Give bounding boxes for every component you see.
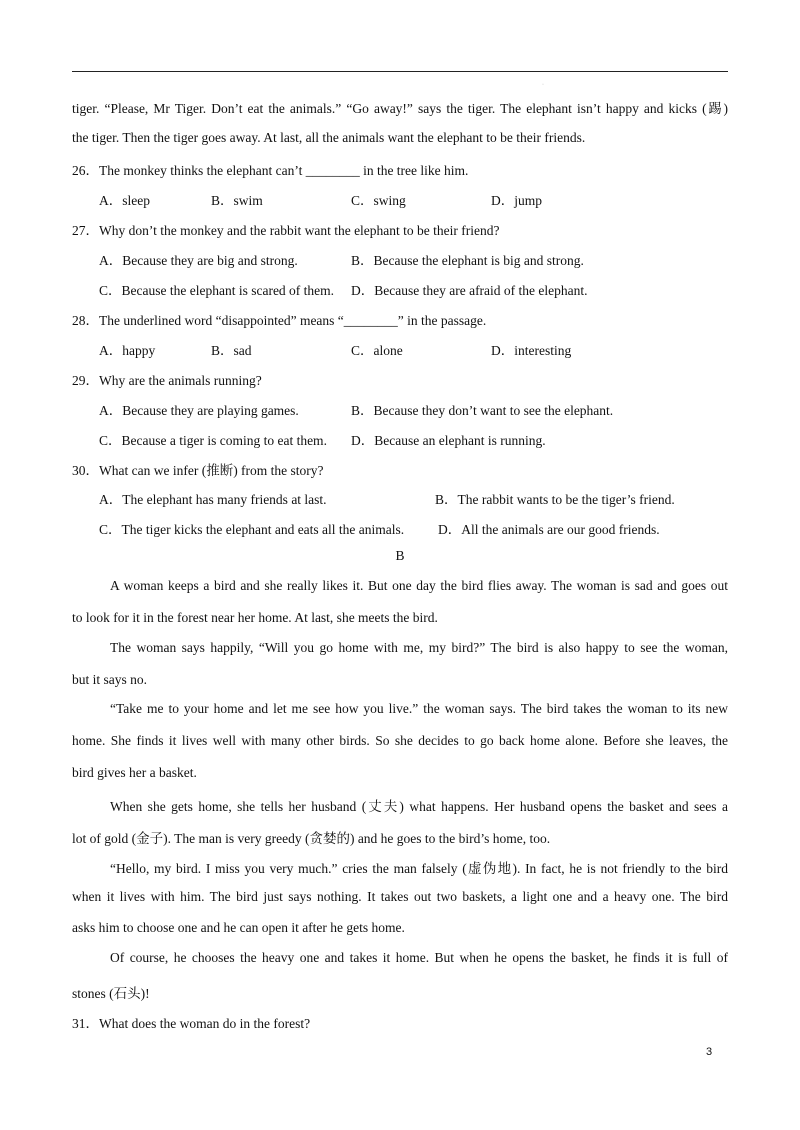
question-30-option-b: B．The rabbit wants to be the tiger’s friend.: [435, 492, 675, 507]
question-29-option-b: B．Because they don’t want to see the elephant.: [351, 403, 614, 418]
question-30-option-c: C．The tiger kicks the elephant and eats all the animals.: [99, 522, 405, 537]
passage-b-line: When she gets home, she tells her husband (丈夫) what happens. Her husband opens the basket and sees a: [110, 799, 728, 814]
passage-a-line: the tiger. Then the tiger goes away. At last, all the animals want the elephant to be their friends.: [72, 130, 586, 145]
question-26-option-c: C．swing: [351, 193, 406, 208]
question-28-option-d: D．interesting: [491, 343, 572, 358]
passage-b-line: asks him to choose one and he can open it after he gets home.: [72, 920, 405, 935]
question-28-stem: 28．The underlined word “disappointed” means “________” in the passage.: [72, 313, 487, 328]
passage-b-line: stones (石头)!: [72, 986, 150, 1001]
passage-b-line: but it says no.: [72, 672, 148, 687]
question-26-stem: 26．The monkey thinks the elephant can’t ________ in the tree like him.: [72, 163, 469, 178]
document-page: [72, 0, 728, 1130]
passage-b-line: to look for it in the forest near her home. At last, she meets the bird.: [72, 610, 438, 625]
question-30-stem: 30．What can we infer (推断) from the story?: [72, 463, 324, 478]
question-30-option-a: A．The elephant has many friends at last.: [99, 492, 327, 507]
question-26-option-d: D．jump: [491, 193, 543, 208]
question-27-option-c: C．Because the elephant is scared of them.: [99, 283, 335, 298]
passage-a-line: tiger. “Please, Mr Tiger. Don’t eat the animals.” “Go away!” says the tiger. The elephant isn’t happy and kicks (踢): [72, 101, 728, 116]
question-26-option-a: A．sleep: [99, 193, 150, 208]
question-27-stem: 27．Why don’t the monkey and the rabbit want the elephant to be their friend?: [72, 223, 500, 238]
passage-b-line: Of course, he chooses the heavy one and takes it home. But when he opens the basket, he finds it is full of: [110, 950, 728, 965]
question-28-option-b: B．sad: [211, 343, 252, 358]
passage-b-line: home. She finds it lives well with many other birds. So she decides to go back home alone. Before she leaves, the: [72, 733, 728, 748]
header-rule: [72, 71, 728, 72]
passage-b-line: The woman says happily, “Will you go home with me, my bird?” The bird is also happy to see the woman,: [110, 640, 728, 655]
passage-b-line: when it lives with him. The bird just says nothing. It takes out two baskets, a light one and a heavy one. The bird: [72, 889, 728, 904]
question-28-option-c: C．alone: [351, 343, 403, 358]
question-30-option-d: D．All the animals are our good friends.: [438, 522, 660, 537]
question-29-option-c: C．Because a tiger is coming to eat them.: [99, 433, 327, 448]
question-26-option-b: B．swim: [211, 193, 263, 208]
question-27-option-a: A．Because they are big and strong.: [99, 253, 298, 268]
question-29-stem: 29．Why are the animals running?: [72, 373, 262, 388]
section-b-heading: B: [395, 548, 405, 563]
passage-b-line: “Take me to your home and let me see how you live.” the woman says. The bird takes the woman to its new: [110, 701, 728, 716]
question-29-option-a: A．Because they are playing games.: [99, 403, 299, 418]
page-number: 3: [706, 1046, 713, 1058]
passage-b-line: “Hello, my bird. I miss you very much.” cries the man falsely (虚伪地). In fact, he is not friendly to the bird: [110, 861, 728, 876]
passage-b-line: bird gives her a basket.: [72, 765, 197, 780]
question-27-option-d: D．Because they are afraid of the elephant.: [351, 283, 588, 298]
question-28-option-a: A．happy: [99, 343, 156, 358]
header-mark: ·: [542, 82, 544, 88]
passage-b-line: lot of gold (金子). The man is very greedy (贪婪的) and he goes to the bird’s home, too.: [72, 831, 551, 846]
question-31-stem: 31．What does the woman do in the forest?: [72, 1016, 311, 1031]
question-29-option-d: D．Because an elephant is running.: [351, 433, 546, 448]
question-27-option-b: B．Because the elephant is big and strong.: [351, 253, 584, 268]
passage-b-line: A woman keeps a bird and she really likes it. But one day the bird flies away. The woman is sad and goes out: [110, 578, 728, 593]
